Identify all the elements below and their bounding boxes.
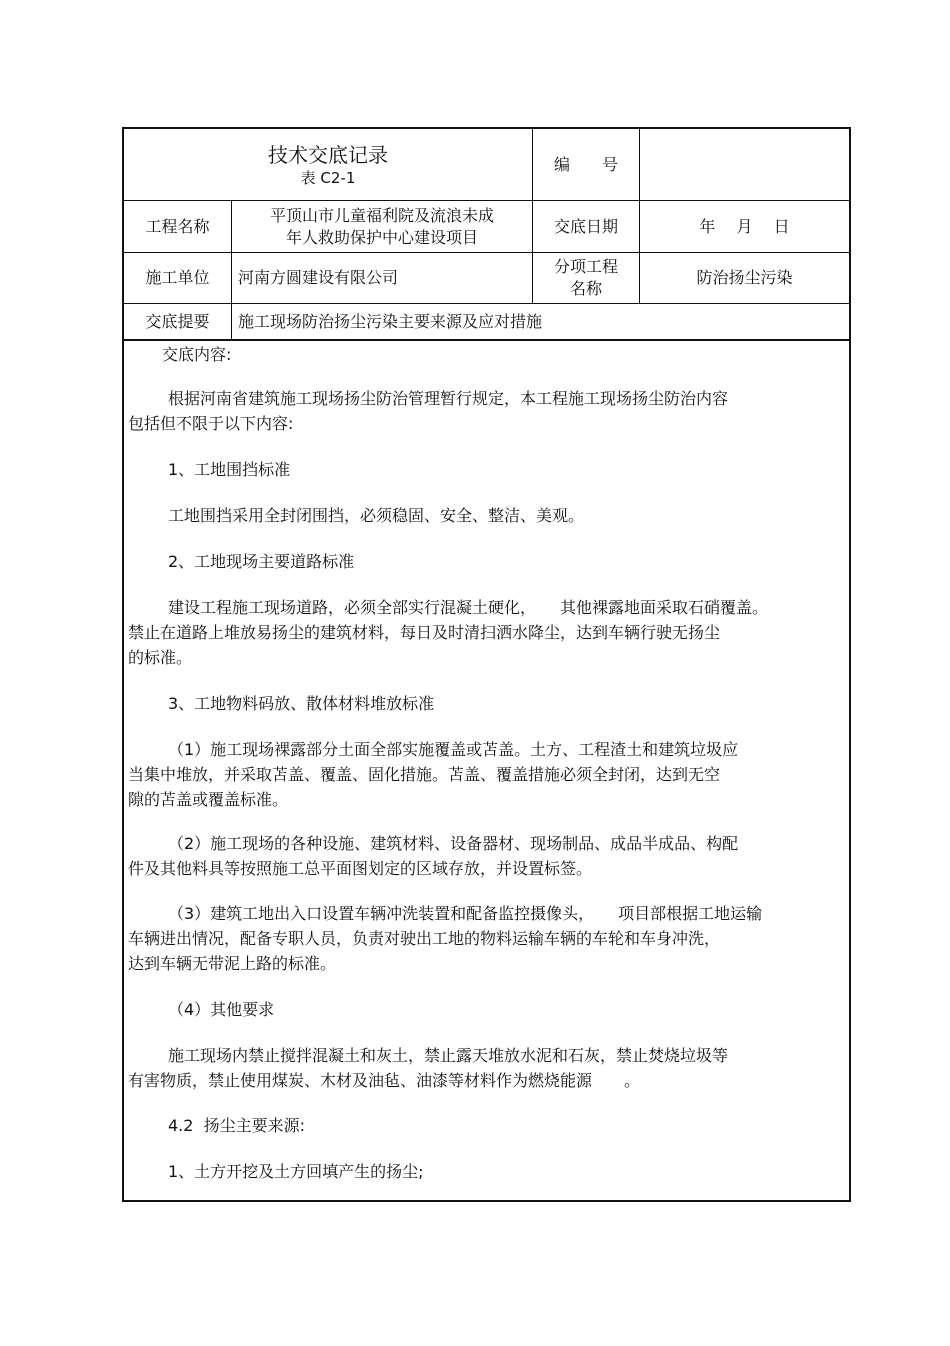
section-title: 1、工地围挡标准 — [168, 460, 291, 479]
page-title: 技术交底记录 — [268, 142, 388, 167]
content-heading: 交底内容: — [162, 345, 232, 364]
number-value — [640, 129, 849, 200]
date-value: 年 月 日 — [699, 216, 790, 236]
title-cell — [124, 129, 532, 200]
sub-project-label-line: 名称 — [569, 279, 602, 298]
content-paragraph: 建设工程施工现场道路，必须全部实行混凝土硬化， 其他裸露地面采取石硝覆盖。 — [168, 598, 769, 617]
content-paragraph: 的标准。 — [128, 648, 193, 667]
summary-label: 交底提要 — [145, 311, 210, 331]
content-paragraph: 禁止在道路上堆放易扬尘的建筑材料，每日及时清扫洒水降尘，达到车辆行驶无扬尘 — [128, 623, 721, 642]
form-number: 表 C2-1 — [300, 168, 356, 187]
project-name-line: 年人救助保护中心建设项目 — [285, 227, 478, 247]
content-paragraph: 车辆进出情况，配备专职人员，负责对驶出工地的物料运输车辆的车轮和车身冲洗， — [128, 929, 721, 948]
summary-value: 施工现场防治扬尘污染主要来源及应对措施 — [238, 311, 543, 331]
contractor-value: 河南方圆建设有限公司 — [238, 268, 399, 287]
number-label: 编 号 — [553, 154, 618, 174]
section-title: 3、工地物料码放、散体材料堆放标准 — [168, 694, 435, 713]
content-paragraph: 施工现场内禁止搅拌混凝土和灰土，禁止露天堆放水泥和石灰，禁止焚烧垃圾等 — [168, 1046, 729, 1065]
project-name-line: 平顶山市儿童福利院及流浪未成 — [269, 205, 494, 225]
content-paragraph: （1）施工现场裸露部分土面全部实施覆盖或苫盖。土方、工程渣土和建筑垃圾应 — [168, 740, 739, 759]
section-title: （4）其他要求 — [168, 1000, 275, 1019]
content-paragraph: 有害物质，禁止使用煤炭、木材及油毡、油漆等材料作为燃烧能源 。 — [128, 1071, 641, 1090]
section-title: 2、工地现场主要道路标准 — [168, 552, 355, 571]
sub-project-label — [533, 253, 639, 303]
content-paragraph: 隙的苫盖或覆盖标准。 — [128, 790, 289, 809]
content-paragraph: 达到车辆无带泥上路的标准。 — [128, 954, 337, 973]
sub-project-label-line: 分项工程 — [553, 257, 618, 276]
content-paragraph: （3）建筑工地出入口设置车辆冲洗装置和配备监控摄像头， 项目部根据工地运输 — [168, 904, 763, 923]
section-title: 4.2 扬尘主要来源: — [168, 1116, 306, 1135]
project-name-value — [232, 201, 532, 252]
content-paragraph: 1、土方开挖及土方回填产生的扬尘; — [168, 1162, 424, 1181]
content-paragraph: 当集中堆放，并采取苫盖、覆盖、固化措施。苫盖、覆盖措施必须全封闭，达到无空 — [128, 765, 721, 784]
contractor-label: 施工单位 — [145, 268, 210, 287]
project-name-label: 工程名称 — [145, 216, 210, 236]
sub-project-value: 防治扬尘污染 — [696, 268, 793, 287]
content-paragraph: 包括但不限于以下内容: — [128, 414, 294, 433]
content-paragraph: 根据河南省建筑施工现场扬尘防治管理暂行规定，本工程施工现场扬尘防治内容 — [168, 389, 729, 408]
date-label: 交底日期 — [553, 216, 618, 236]
content-paragraph: 工地围挡采用全封闭围挡，必须稳固、安全、整洁、美观。 — [168, 506, 585, 525]
content-paragraph: 件及其他料具等按照施工总平面图划定的区域存放，并设置标签。 — [128, 859, 593, 878]
content-paragraph: （2）施工现场的各种设施、建筑材料、设备器材、现场制品、成品半成品、构配 — [168, 834, 739, 853]
